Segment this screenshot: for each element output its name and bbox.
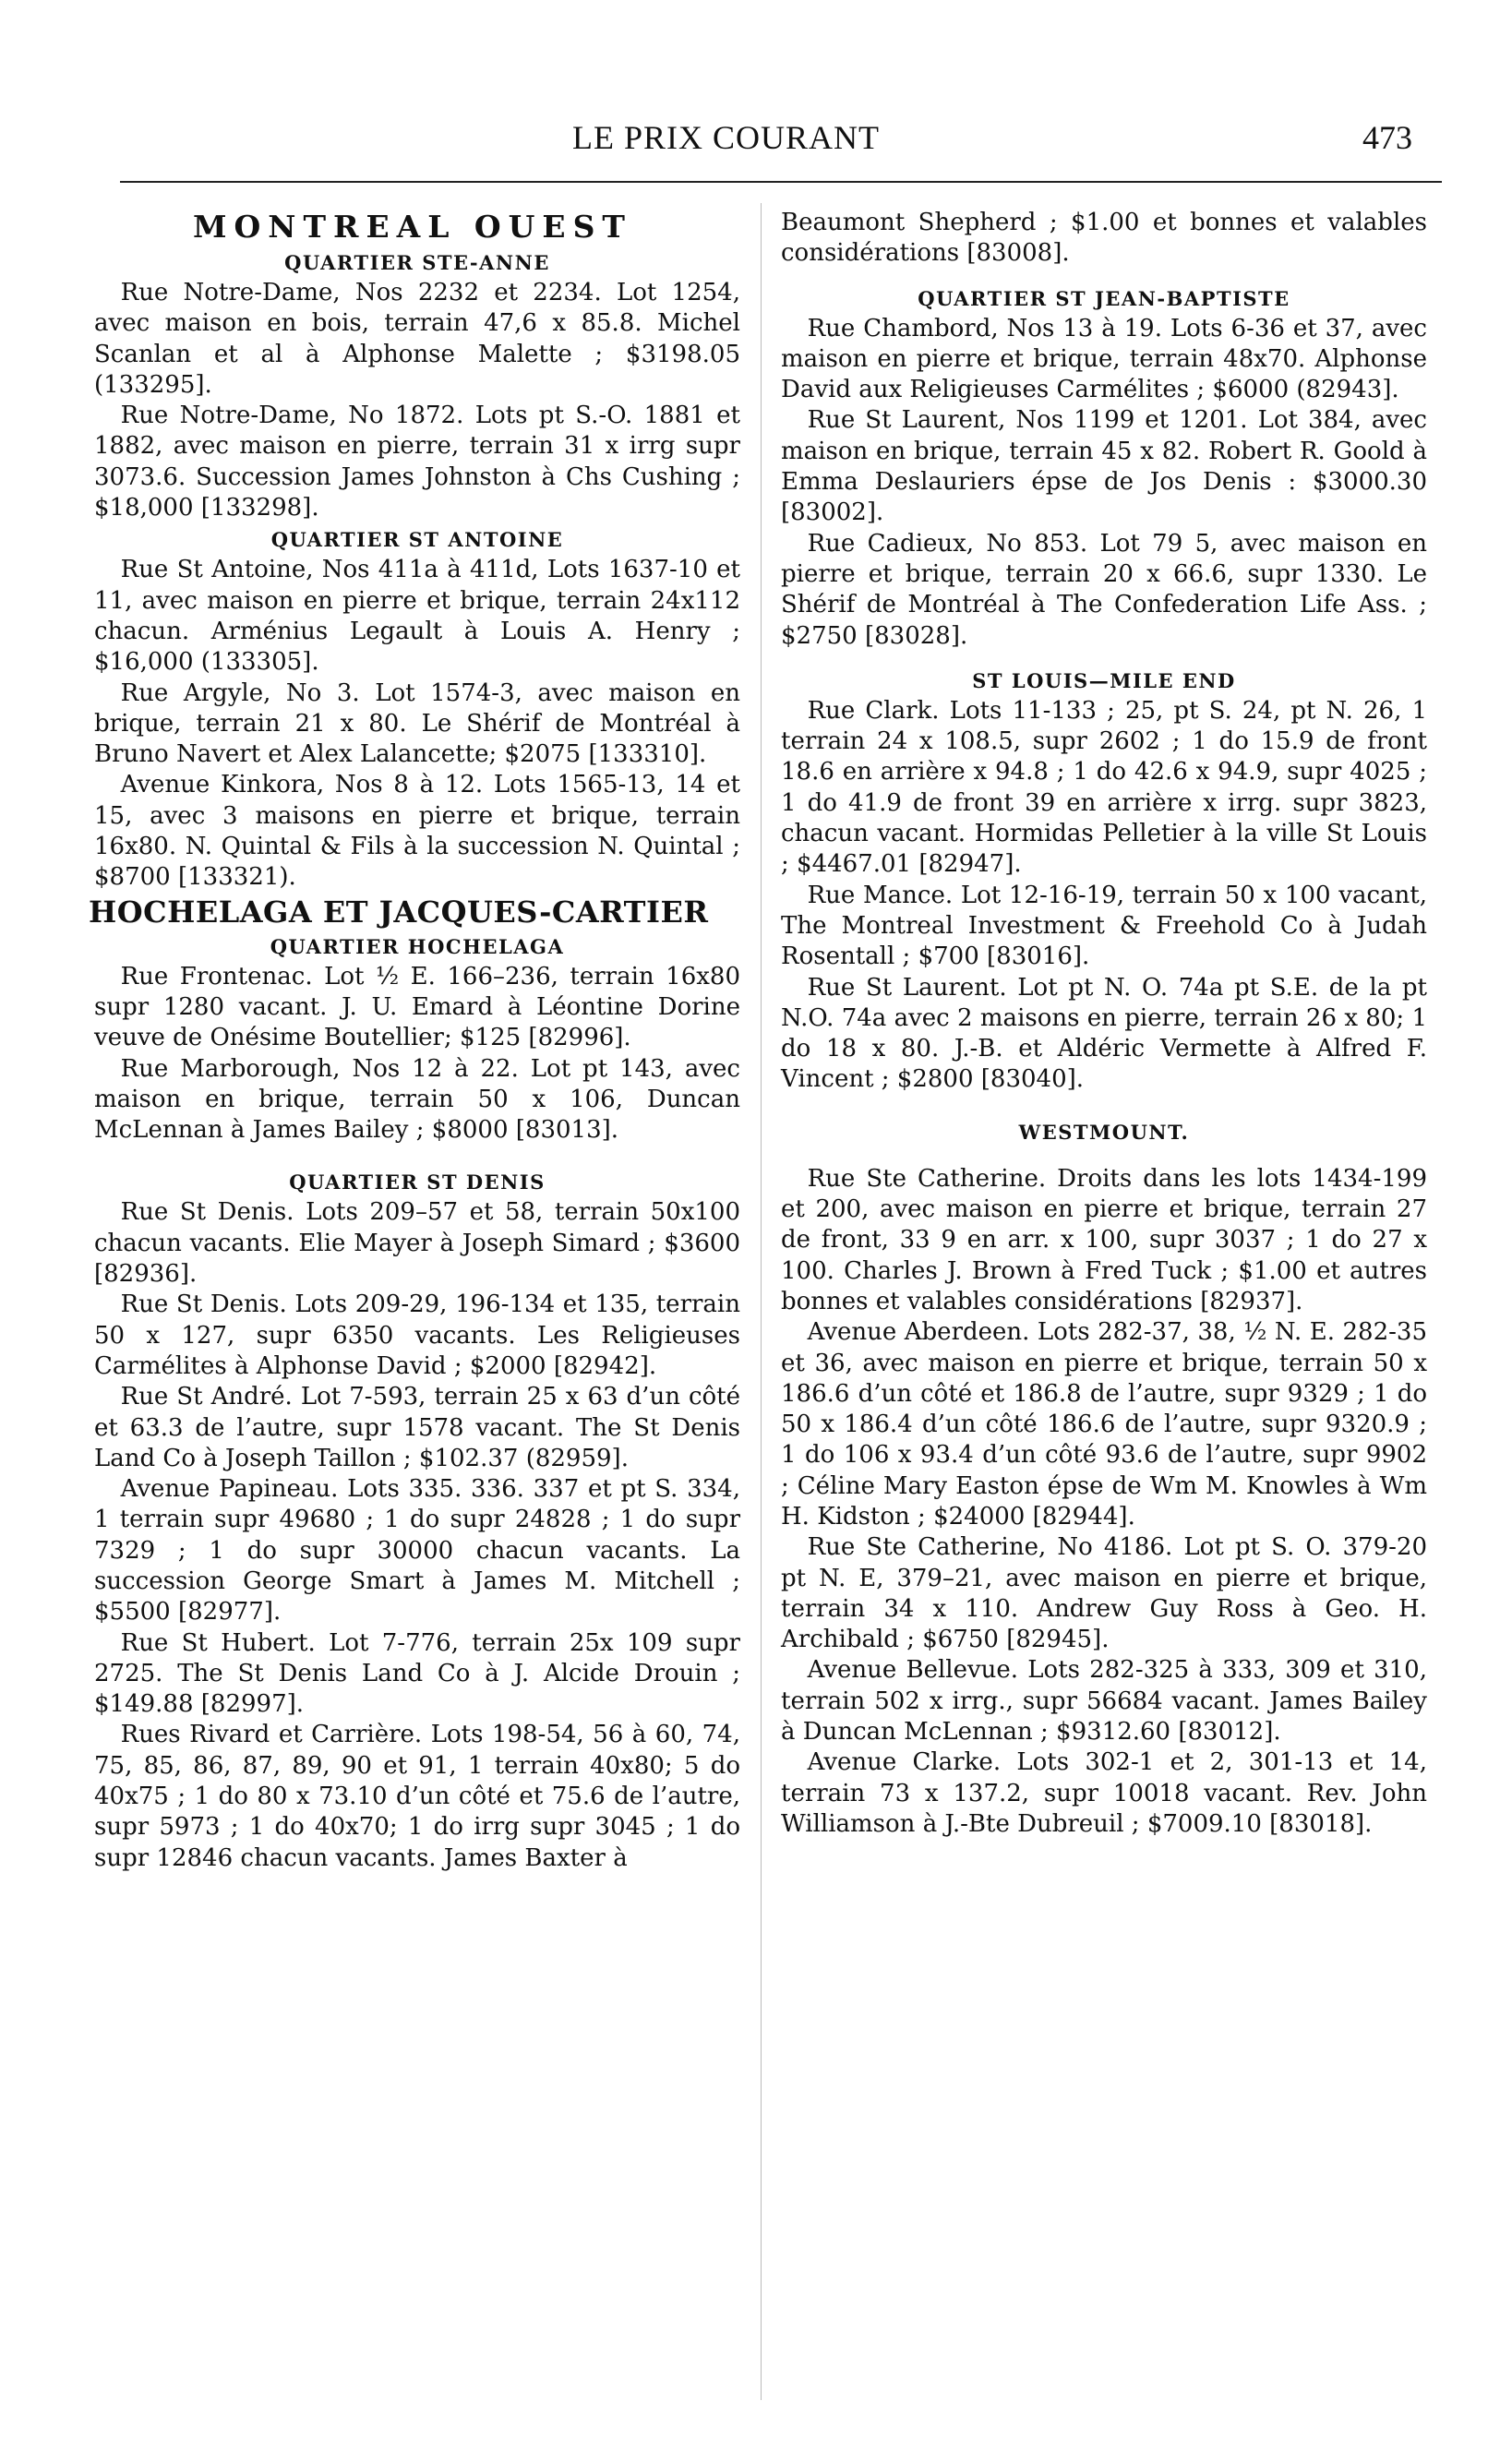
property-entry: Rue Chambord, Nos 13 à 19. Lots 6-36 et 37, avec maison en pierre et brique, terrain 48x70. Alphonse David aux Religieuses Carmélites ; $6000 (82943].	[781, 314, 1427, 404]
property-entry-continued: Beaumont Shepherd ; $1.00 et bonnes et valables considérations [83008].	[781, 209, 1427, 268]
left-column	[89, 208, 740, 1874]
header-rule	[120, 181, 1442, 183]
property-entry: Rue St Antoine, Nos 411a à 411d, Lots 1637-10 et 11, avec maison en pierre et brique, terrain 24x112 chacun. Arménius Legault à Louis A. Henry ; $16,000 (133305].	[94, 556, 740, 677]
property-entry: Avenue Papineau. Lots 335. 336. 337 et pt S. 334, 1 terrain supr 49680 ; 1 do supr 24828 ; 1 do supr 7329 ; 1 do supr 30000 chacun vacants. La succession George Smart à James M. Mitchell ; $5500 [82977].	[94, 1475, 740, 1627]
subheading-st-louis-mile-end: ST LOUIS—MILE END	[972, 668, 1236, 692]
property-entry: Rue Notre-Dame, No 1872. Lots pt S.-O. 1881 et 1882, avec maison en pierre, terrain 31 x irrg supr 3073.6. Succession James Johnston à Chs Cushing ; $18,000 [133298].	[94, 402, 740, 522]
section-heading-montreal-ouest: MONTREAL OUEST	[193, 209, 632, 245]
subheading-st-denis: QUARTIER ST DENIS	[289, 1170, 546, 1194]
property-entry: Rue Frontenac. Lot ½ E. 166–236, terrain 16x80 supr 1280 vacant. J. U. Emard à Léontine Dorine veuve de Onésime Boutellier; $125 [82996].	[94, 962, 740, 1052]
property-entry: Avenue Bellevue. Lots 282-325 à 333, 309 et 310, terrain 502 x irrg., supr 56684 vacant. James Bailey à Duncan McLennan ; $9312.60 [83012].	[781, 1656, 1427, 1747]
property-entry: Rue St Hubert. Lot 7-776, terrain 25x 109 supr 2725. The St Denis Land Co à J. Alcide Drouin ; $149.88 [82997].	[94, 1628, 740, 1719]
subheading-westmount: WESTMOUNT.	[1018, 1120, 1190, 1144]
column-divider	[761, 203, 762, 2400]
right-column	[781, 208, 1427, 1840]
property-entry: Avenue Aberdeen. Lots 282-37, 38, ½ N. E. 282-35 et 36, avec maison en pierre et brique, terrain 50 x 186.6 d’un côté et 186.8 de l’autre, supr 9329 ; 1 do 50 x 186.4 d’un côté 186.6 de l’autre, supr 9320.9 ; 1 do 106 x 93.4 d’un côté 93.6 de l’autre, supr 9902 ; Céline Mary Easton épse de Wm M. Knowles à Wm H. Kidston ; $24000 [82944].	[781, 1318, 1427, 1531]
property-entry: Avenue Clarke. Lots 302-1 et 2, 301-13 et 14, terrain 73 x 137.2, supr 10018 vacant. Rev. John Williamson à J.-Bte Dubreuil ; $7009.10 [83018].	[781, 1748, 1427, 1838]
property-entry: Rue Marborough, Nos 12 à 22. Lot pt 143, avec maison en brique, terrain 50 x 106, Duncan McLennan à James Bailey ; $8000 [83013].	[94, 1054, 740, 1145]
property-entry: Rue St André. Lot 7-593, terrain 25 x 63 d’un côté et 63.3 de l’autre, supr 1578 vacant. The St Denis Land Co à Joseph Taillon ; $102.37 (82959].	[94, 1383, 740, 1472]
section-heading-hochelaga: HOCHELAGA ET JACQUES-CARTIER	[89, 894, 709, 930]
property-entry: Rue St Denis. Lots 209-29, 196-134 et 135, terrain 50 x 127, supr 6350 vacants. Les Religieuses Carmélites à Alphonse David ; $2000 [82942].	[94, 1291, 740, 1380]
page-header	[0, 0, 1512, 185]
subheading-st-antoine: QUARTIER ST ANTOINE	[270, 528, 564, 552]
property-entry: Rue St Laurent. Lot pt N. O. 74a pt S.E. de la pt N.O. 74a avec 2 maisons en pierre, terrain 26 x 80; 1 do 18 x 80. J.-B. et Aldéric Vermette à Alfred F. Vincent ; $2800 [83040].	[781, 973, 1427, 1094]
subheading-st-jean-baptiste: QUARTIER ST JEAN-BAPTISTE	[918, 286, 1290, 310]
subheading-hochelaga: QUARTIER HOCHELAGA	[270, 934, 565, 958]
property-entry: Rue St Denis. Lots 209–57 et 58, terrain 50x100 chacun vacants. Elie Mayer à Joseph Simard ; $3600 [82936].	[94, 1198, 740, 1289]
property-entry: Avenue Kinkora, Nos 8 à 12. Lots 1565-13, 14 et 15, avec 3 maisons en pierre et brique, terrain 16x80. N. Quintal & Fils à la succession N. Quintal ; $8700 [133321).	[94, 771, 740, 892]
property-entry: Rue Clark. Lots 11-133 ; 25, pt S. 24, pt N. 26, 1 terrain 24 x 108.5, supr 2602 ; 1 do 15.9 de front 18.6 en arrière x 94.8 ; 1 do 42.6 x 94.9, supr 4025 ; 1 do 41.9 de front 39 en arrière x irrg. supr 3823, chacun vacant. Hormidas Pelletier à la ville St Louis ; $4467.01 [82947].	[781, 696, 1427, 879]
property-entry: Rue Mance. Lot 12-16-19, terrain 50 x 100 vacant, The Montreal Investment & Freehold Co à Judah Rosentall ; $700 [83016].	[781, 881, 1427, 971]
running-title: LE PRIX COURANT	[572, 119, 881, 156]
property-entry: Rue Notre-Dame, Nos 2232 et 2234. Lot 1254, avec maison en bois, terrain 47,6 x 85.8. Michel Scanlan et al à Alphonse Malette ; $3198.05 (133295].	[94, 279, 740, 399]
property-entry: Rue Argyle, No 3. Lot 1574-3, avec maison en brique, terrain 21 x 80. Le Shérif de Montréal à Bruno Navert et Alex Lalancette; $2075 [133310].	[94, 678, 740, 769]
property-entry: Rue Cadieux, No 853. Lot 79 5, avec maison en pierre et brique, terrain 20 x 66.6, supr 1330. Le Shérif de Montréal à The Confederation Life Ass. ; $2750 [83028].	[781, 529, 1427, 650]
property-entry: Rue Ste Catherine. Droits dans les lots 1434-199 et 200, avec maison en pierre et brique, terrain 27 de front, 33 9 en arr. x 100, supr 3037 ; 1 do 27 x 100. Charles J. Brown à Fred Tuck ; $1.00 et autres bonnes et valables considérations [82937].	[781, 1164, 1427, 1315]
property-entry: Rue Ste Catherine, No 4186. Lot pt S. O. 379-20 pt N. E, 379–21, avec maison en pierre et brique, terrain 34 x 110. Andrew Guy Ross à Geo. H. Archibald ; $6750 [82945].	[781, 1533, 1427, 1654]
page-number: 473	[1362, 119, 1412, 156]
subheading-ste-anne: QUARTIER STE-ANNE	[284, 251, 550, 274]
property-entry: Rue St Laurent, Nos 1199 et 1201. Lot 384, avec maison en brique, terrain 45 x 82. Robert R. Goold à Emma Deslauriers épse de Jos Denis : $3000.30 [83002].	[781, 406, 1427, 527]
property-entry: Rues Rivard et Carrière. Lots 198-54, 56 à 60, 74, 75, 85, 86, 87, 89, 90 et 91, 1 terrain 40x80; 5 do 40x75 ; 1 do 80 x 73.10 d’un côté et 75.6 de l’autre, supr 5973 ; 1 do 40x70; 1 do irrg supr 3045 ; 1 do supr 12846 chacun vacants. James Baxter à	[94, 1721, 740, 1872]
